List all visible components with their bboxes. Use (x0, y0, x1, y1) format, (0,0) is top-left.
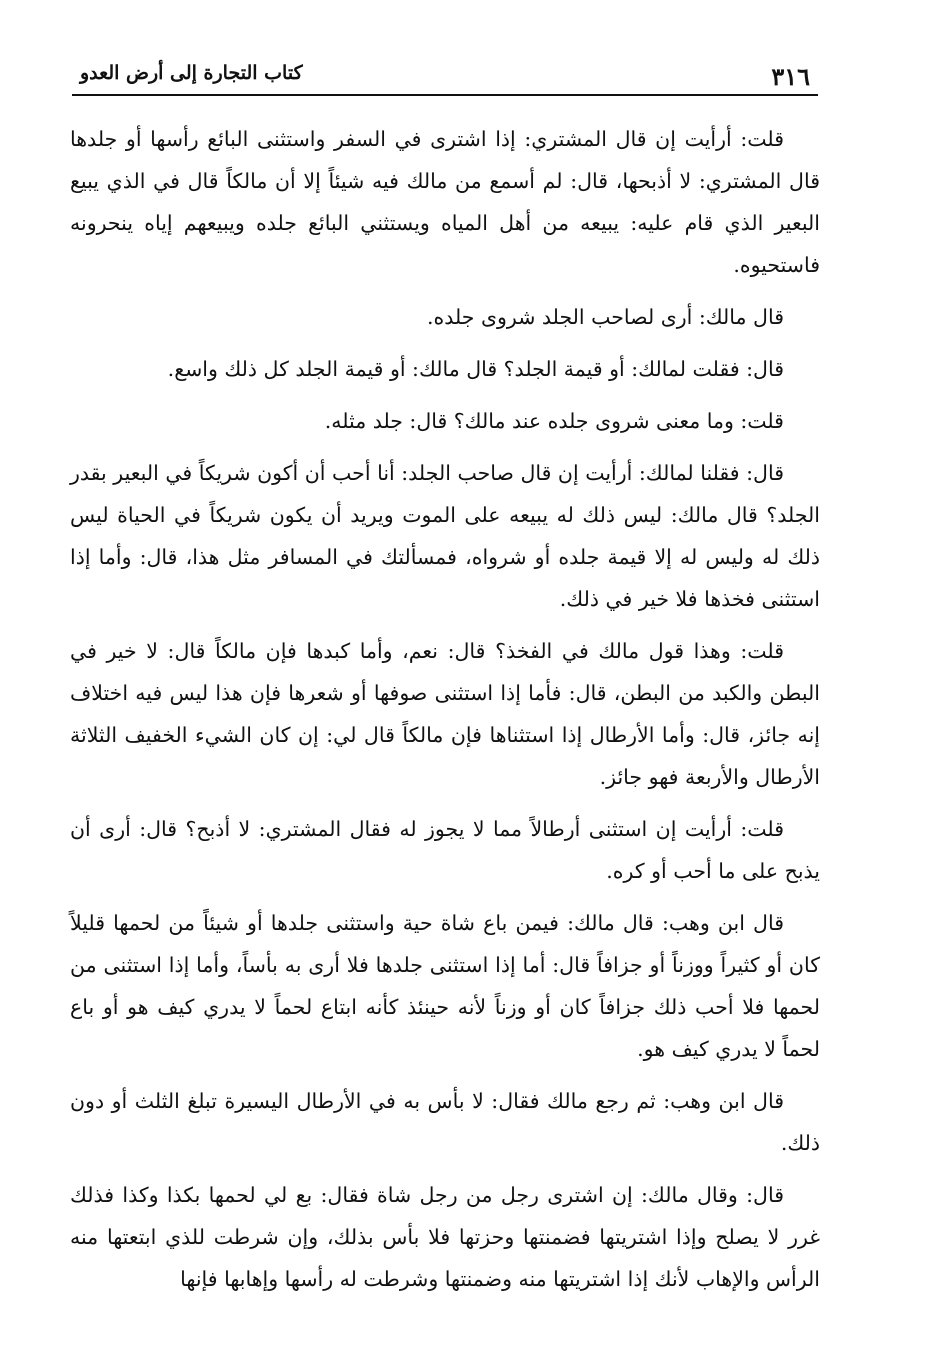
paragraph-9: قال ابن وهب: ثم رجع مالك فقال: لا بأس به في الأرطال اليسيرة تبلغ الثلث أو دون ذلك. (70, 1089, 820, 1155)
header-divider (72, 94, 818, 96)
page-header (72, 52, 818, 96)
paragraph-2: قال مالك: أرى لصاحب الجلد شروى جلده. (426, 305, 784, 329)
paragraph-8: قال ابن وهب: قال مالك: فيمن باع شاة حية واستثنى جلدها أو شيئاً من لحمها قليلاً كان أو كثيراً ووزناً أو جزافاً قال: أما إذا استثنى جلدها فلا أرى به بأساً، وأما إذا استثنى من لحمها فلا أحب ذلك جزافاً كان أو وزناً لأنه حينئذ كأنه ابتاع لحماً لا يدري كيف هو أو باع لحماً لا يدري كيف هو. (70, 911, 820, 1061)
paragraph-4: قلت: وما معنى شروى جلده عند مالك؟ قال: جلد مثله. (324, 409, 784, 433)
paragraph-10: قال: وقال مالك: إن اشترى رجل من رجل شاة فقال: بع لي لحمها بكذا وكذا فذلك غرر لا يصلح وإذا اشتريتها فضمنتها وحزتها فلا بأس بذلك، وإن شرطت للذي ابتعتها منه الرأس والإهاب لأنك إذا اشتريتها منه وضمنتها وشرطت له رأسها وإهابها فإنها (70, 1183, 820, 1291)
main-text (70, 118, 820, 1310)
page-number: ٣١٦ (771, 62, 810, 91)
running-title: كتاب التجارة إلى أرض العدو (80, 62, 303, 84)
paragraph-5: قال: فقلنا لمالك: أرأيت إن قال صاحب الجلد: أنا أحب أن أكون شريكاً في البعير بقدر الجلد؟ قال مالك: ليس ذلك له يبيعه على الموت ويريد أن يكون شريكاً في الحياة ليس ذلك له وليس له إلا قيمة جلده أو شرواه، فمسألتك في المسافر مثل هذا، قال: وأما إذا استثنى فخذها فلا خير في ذلك. (70, 461, 820, 611)
paragraph-7: قلت: أرأيت إن استثنى أرطالاً مما لا يجوز له فقال المشتري: لا أذبح؟ قال: أرى أن يذبح على ما أحب أو كره. (70, 817, 820, 883)
paragraph-6: قلت: وهذا قول مالك في الفخذ؟ قال: نعم، وأما كبدها فإن مالكاً قال: لا خير في البطن والكبد من البطن، قال: فأما إذا استثنى صوفها أو شعرها فإن هذا ليس فيه اختلاف إنه جائز، قال: وأما الأرطال إذا استثناها فإن مالكاً قال لي: إن كان الشيء الخفيف الثلاثة الأرطال والأربعة فهو جائز. (70, 639, 820, 789)
paragraph-1: قلت: أرأيت إن قال المشتري: إذا اشترى في السفر واستثنى البائع رأسها أو جلدها قال المشتري: لا أذبحها، قال: لم أسمع من مالك فيه شيئاً إلا أن مالكاً قال في الذي يبيع البعير الذي قام عليه: يبيعه من أهل المياه ويستثني البائع جلده ويبيعهم إياه ينحرونه فاستحيوه. (70, 127, 820, 277)
paragraph-3: قال: فقلت لمالك: أو قيمة الجلد؟ قال مالك: أو قيمة الجلد كل ذلك واسع. (167, 357, 784, 381)
